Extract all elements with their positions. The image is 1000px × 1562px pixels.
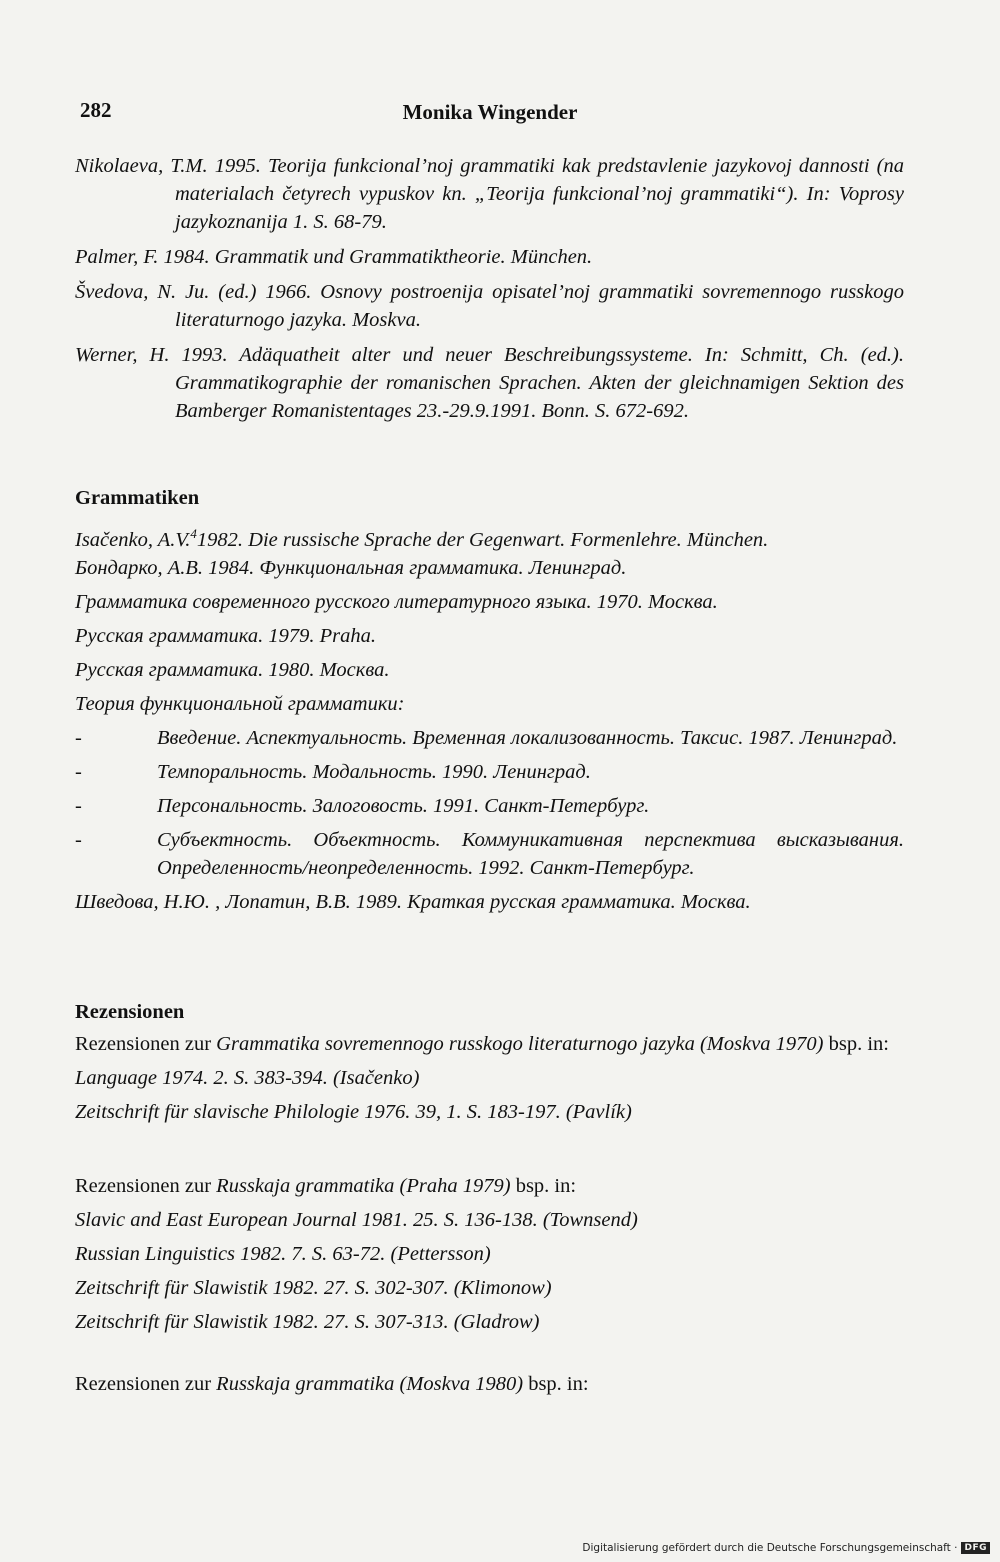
reference-entry: Švedova, N. Ju. (ed.) 1966. Osnovy postroenija opisatel’noj grammatiki sovremennogo russkogo literaturnogo jazyka. Moskva. [75,281,904,331]
intro-text: Rezensionen zur [75,1373,217,1395]
review-entry: Language 1974. 2. S. 383-394. (Isačenko) [75,1067,420,1089]
reference-entry: Palmer, F. 1984. Grammatik und Grammatiktheorie. München. [75,246,593,268]
section-heading: Rezensionen [75,1001,185,1023]
sub-entry-text: Субъектность. Объектность. Коммуникативная перспектива высказывания. Определенность/неопределенность. 1992. Санкт-Петербург. [157,829,904,879]
review-group-intro [75,1172,904,1206]
sub-entry [75,826,904,882]
list-dash: - [75,761,82,783]
reference-entry: Русская грамматика. 1980. Москва. [75,659,390,681]
reviewed-title: Russkaja grammatika (Praha 1979) [216,1175,511,1197]
review-entry: Zeitschrift für Slawistik 1982. 27. S. 307-313. (Gladrow) [75,1311,540,1333]
review-group-intro [75,1030,904,1058]
reference-entry: Грамматика современного русского литературного языка. 1970. Москва. [75,591,718,613]
sub-entry [75,792,904,820]
section-heading: Grammatiken [75,487,200,509]
dfg-logo: DFG [961,1542,990,1554]
intro-suffix: bsp. in: [510,1175,577,1197]
page-header [80,98,900,132]
sub-entry [75,758,904,786]
list-dash: - [75,829,82,851]
review-entry: Russian Linguistics 1982. 7. S. 63-72. (Pettersson) [75,1243,491,1265]
spacer [75,1342,904,1370]
spacer [75,1132,904,1172]
reference-entry: Nikolaeva, T.M. 1995. Teorija funkcional’noj grammatiki kak predstavlenie jazykovoj dannosti (na materialach četyrech vypuskov kn. „Teorija funkcional’noj grammatiki“). In: Voprosy jazykoznanija 1. S. 68-79. [75,155,904,233]
references-list [75,152,904,432]
intro-suffix: bsp. in: [523,1373,589,1395]
reference-text: 1982. Die russische Sprache der Gegenwart. Formenlehre. München. [196,528,769,551]
review-group-intro [75,1370,904,1404]
rezensionen-section [75,998,904,1404]
review-entry: Slavic and East European Journal 1981. 25. S. 136-138. (Townsend) [75,1209,638,1231]
reference-entry: Шведова, Н.Ю. , Лопатин, В.В. 1989. Краткая русская грамматика. Москва. [75,891,751,913]
sub-entry-text: Темпоральность. Модальность. 1990. Ленинград. [157,761,591,783]
reviewed-title: Grammatika sovremennogo russkogo literaturnogo jazyka (Moskva 1970) [216,1033,824,1055]
digitization-footer [582,1542,990,1554]
sub-entry-text: Введение. Аспектуальность. Временная локализованность. Таксис. 1987. Ленинград. [157,727,898,749]
reference-entry: Werner, H. 1993. Adäquatheit alter und neuer Beschreibungssysteme. In: Schmitt, Ch. (ed.). Grammatikographie der romanischen Sprachen. Akten der gleichnamigen Sektion des Bamberger Romanistentages 23.-29.9.1991. Bonn. S. 672-692. [75,344,904,422]
page-number: 282 [80,98,112,122]
intro-text: Rezensionen zur [75,1033,217,1055]
author: Isačenko, A.V. [75,528,191,551]
sub-entry-text: Персональность. Залоговость. 1991. Санкт-Петербург. [157,795,650,817]
reference-entry: Бондарко, А.В. 1984. Функциональная грамматика. Ленинград. [75,557,627,579]
review-entry: Zeitschrift für Slawistik 1982. 27. S. 302-307. (Klimonow) [75,1277,552,1299]
intro-text: Rezensionen zur [75,1175,217,1197]
reference-entry: Русская грамматика. 1979. Praha. [75,625,376,647]
review-entry: Zeitschrift für slavische Philologie 1976. 39, 1. S. 183-197. (Pavlík) [75,1101,632,1123]
running-title: Monika Wingender [402,100,578,124]
grammatiken-section [75,484,904,922]
sub-entry [75,724,904,752]
intro-suffix: bsp. in: [823,1033,889,1055]
list-dash: - [75,727,82,749]
list-dash: - [75,795,82,817]
reference-entry [75,520,904,554]
footer-text: Digitalisierung gefördert durch die Deutsche Forschungsgemeinschaft · [582,1542,958,1554]
reviewed-title: Russkaja grammatika (Moskva 1980) [216,1373,524,1395]
edition-superscript: 4 [190,526,197,541]
reference-entry: Теория функциональной грамматики: [75,693,405,715]
